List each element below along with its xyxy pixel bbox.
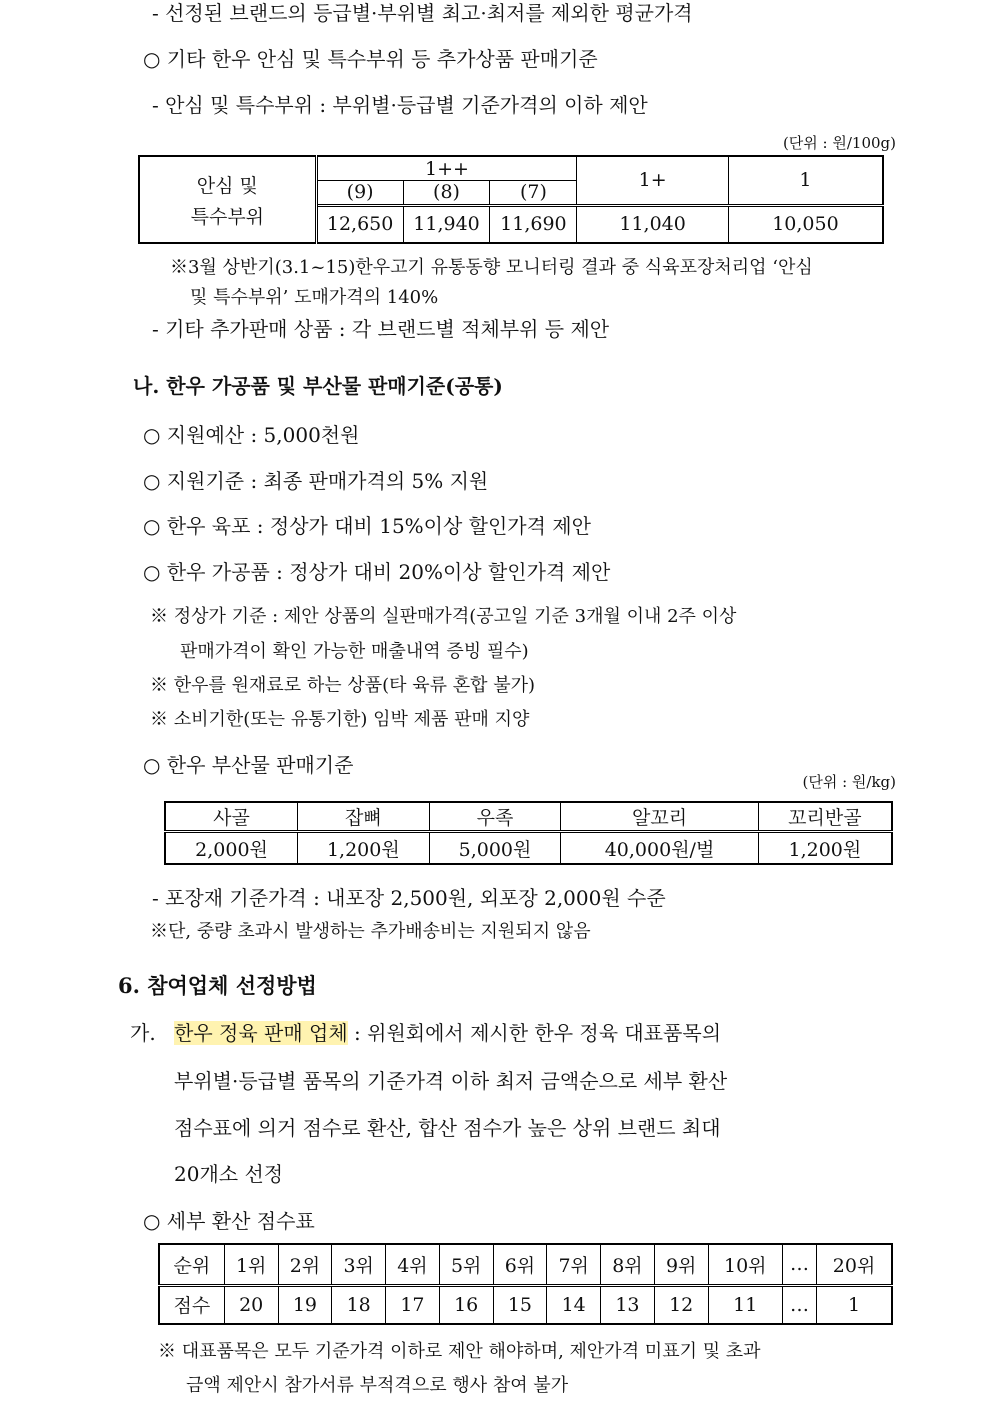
rank-cell: … [782,1244,816,1285]
row-label: 순위 [159,1244,224,1285]
section-heading: 6. 참여업체 선정방법 [118,973,317,998]
rank-cell: 10위 [708,1244,782,1285]
bullet-line: ○ 한우 육포 : 정상가 대비 15%이상 할인가격 제안 [143,514,591,538]
text-line: - 선정된 브랜드의 등급별·부위별 최고·최저를 제외한 평균가격 [152,1,693,25]
paragraph-line: 부위별·등급별 품목의 기준가격 이하 최저 금액순으로 세부 환산 [174,1069,728,1093]
rank-cell: 3위 [332,1244,386,1285]
note-line: ※ 소비기한(또는 유통기한) 임박 제품 판매 지양 [150,709,530,730]
note-line: ※3월 상반기(3.1~15)한우고기 유통동향 모니터링 결과 중 식육포장처리업 ‘안심 [170,257,813,278]
price-cell: 12,650 [316,205,403,243]
note-line: ※ 한우를 원재료로 하는 상품(타 육류 혼합 불가) [150,675,536,696]
rank-cell: 9위 [654,1244,708,1285]
rank-cell: 1위 [224,1244,278,1285]
bullet-line: ○ 세부 환산 점수표 [143,1209,315,1233]
price-cell: 11,040 [577,205,729,243]
price-table-tenderloin [138,155,884,244]
header-cell: 꼬리반골 [758,802,892,832]
header-cell: 사골 [165,802,298,832]
score-cell: 1 [817,1285,892,1324]
score-cell: 14 [547,1285,601,1324]
byproduct-table [164,801,893,865]
price-cell: 11,690 [490,205,577,243]
item-prefix: 가. [130,1021,156,1045]
note-line: ※ 대표품목은 모두 기준가격 이하로 제안 해야하며, 제안가격 미표기 및 초과 [158,1341,761,1362]
price-cell: 40,000원/벌 [561,832,758,864]
header-cell: 알꼬리 [561,802,758,832]
row-label: 안심 및 특수부위 [139,156,316,243]
grade-header: 1 [728,156,883,205]
rank-cell: 2위 [278,1244,332,1285]
rank-cell: 8위 [601,1244,655,1285]
note-line: ※ 정상가 기준 : 제안 상품의 실판매가격(공고일 기준 3개월 이내 2주 이상 [150,606,737,627]
paragraph-line: 20개소 선정 [174,1162,284,1186]
bullet-line: ○ 한우 부산물 판매기준 [143,753,354,777]
header-cell: 우족 [429,802,561,832]
price-cell: 10,050 [728,205,883,243]
sub-grade: (9) [316,181,403,206]
highlighted-term: 한우 정육 판매 업체 [174,1021,348,1045]
rank-cell: 4위 [386,1244,440,1285]
score-cell: … [782,1285,816,1324]
bullet-line: ○ 기타 한우 안심 및 특수부위 등 추가상품 판매기준 [143,47,598,71]
sub-grade: (7) [490,181,577,206]
price-cell: 5,000원 [429,832,561,864]
price-cell: 1,200원 [298,832,430,864]
price-cell: 2,000원 [165,832,298,864]
price-cell: 1,200원 [758,832,892,864]
grade-header: 1++ [316,156,577,181]
paragraph-line: 점수표에 의거 점수로 환산, 합산 점수가 높은 상위 브랜드 최대 [174,1116,721,1140]
text-line: - 기타 추가판매 상품 : 각 브랜드별 적체부위 등 제안 [152,317,610,341]
score-cell: 19 [278,1285,332,1324]
paragraph-line [130,1020,721,1046]
rank-cell: 5위 [439,1244,493,1285]
score-cell: 17 [386,1285,440,1324]
grade-header: 1+ [577,156,729,205]
section-heading: 나. 한우 가공품 및 부산물 판매기준(공통) [133,374,503,398]
note-line: 및 특수부위’ 도매가격의 140% [190,287,439,308]
bullet-line: ○ 지원예산 : 5,000천원 [143,423,360,447]
paragraph-text: : 위원회에서 제시한 한우 정육 대표품목의 [347,1021,722,1045]
price-cell: 11,940 [403,205,490,243]
score-cell: 20 [224,1285,278,1324]
unit-label: (단위 : 원/100g) [782,134,896,152]
note-line: ※단, 중량 초과시 발생하는 추가배송비는 지원되지 않음 [150,921,591,942]
bullet-line: ○ 한우 가공품 : 정상가 대비 20%이상 할인가격 제안 [143,560,611,584]
score-cell: 15 [493,1285,547,1324]
text-line: - 포장재 기준가격 : 내포장 2,500원, 외포장 2,000원 수준 [152,886,666,910]
note-line: 판매가격이 확인 가능한 매출내역 증빙 필수) [180,641,529,662]
rank-cell: 6위 [493,1244,547,1285]
score-cell: 12 [654,1285,708,1324]
score-cell: 11 [708,1285,782,1324]
header-cell: 잡뼈 [298,802,430,832]
score-cell: 13 [601,1285,655,1324]
row-label: 점수 [159,1285,224,1324]
unit-label: (단위 : 원/kg) [802,773,896,791]
score-cell: 18 [332,1285,386,1324]
text-line: - 안심 및 특수부위 : 부위별·등급별 기준가격의 이하 제안 [152,93,648,117]
sub-grade: (8) [403,181,490,206]
rank-cell: 7위 [547,1244,601,1285]
bullet-line: ○ 지원기준 : 최종 판매가격의 5% 지원 [143,469,489,493]
score-table [158,1243,893,1325]
rank-cell: 20위 [817,1244,892,1285]
note-line: 금액 제안시 참가서류 부적격으로 행사 참여 불가 [186,1375,569,1396]
score-cell: 16 [439,1285,493,1324]
